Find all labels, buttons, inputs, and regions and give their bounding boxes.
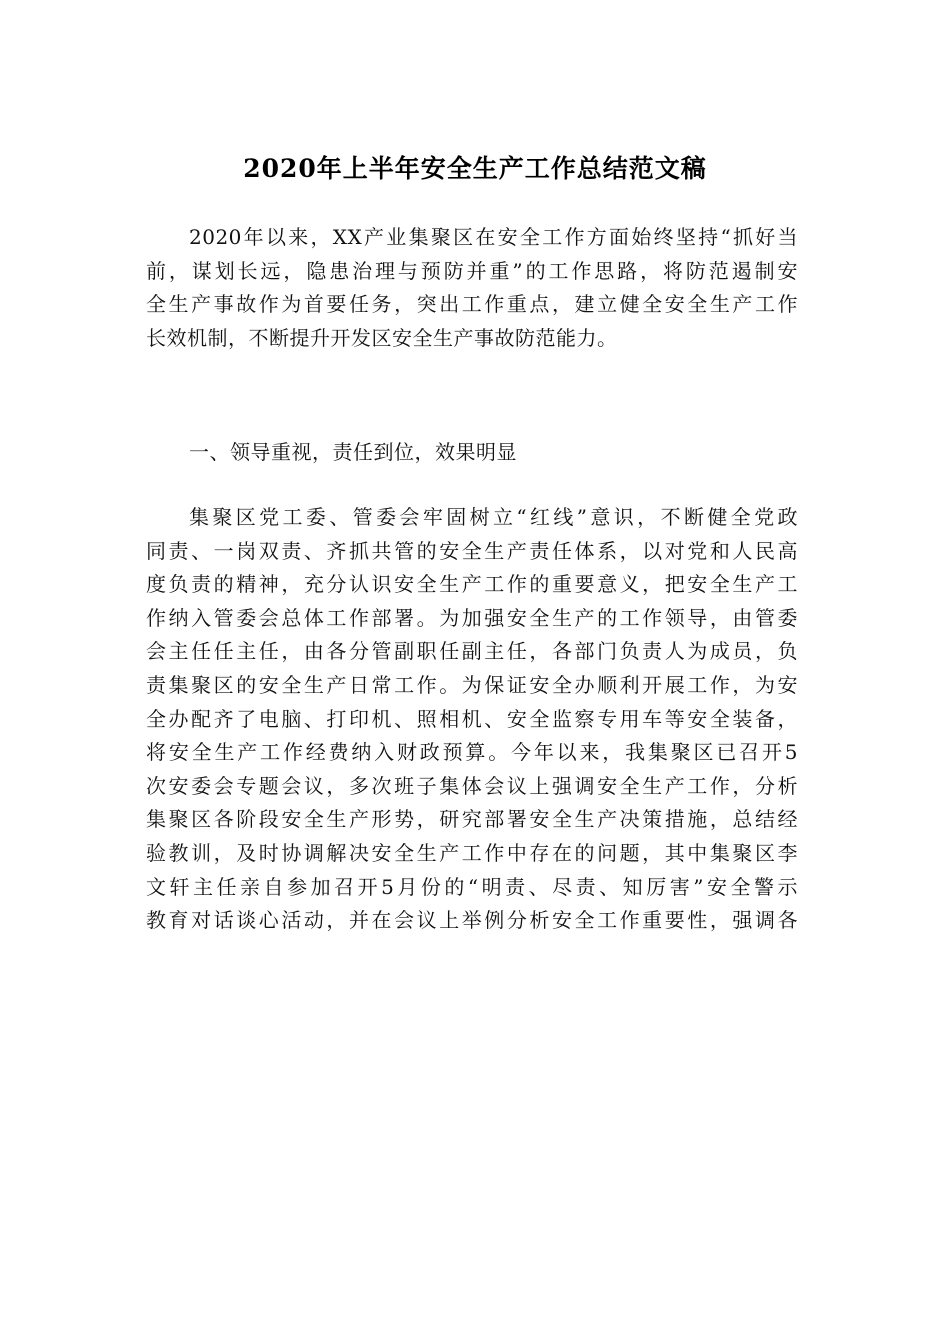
paragraph-line: 作纳入管委会总体工作部署。为加强安全生产的工作领导，由管委 — [146, 605, 798, 630]
section-paragraph — [146, 501, 798, 938]
document-title: 2020年上半年安全生产工作总结范文稿 — [243, 154, 707, 183]
paragraph-line: 验教训，及时协调解决安全生产工作中存在的问题，其中集聚区李 — [146, 840, 798, 865]
paragraph-line: 集聚区党工委、管委会牢固树立“红线”意识，不断健全党政 — [189, 505, 798, 529]
paragraph-line: 次安委会专题会议，多次班子集体会议上强调安全生产工作，分析 — [146, 773, 798, 798]
paragraph-line: 会主任任主任，由各分管副职任副主任，各部门负责人为成员，负 — [146, 639, 798, 664]
paragraph-line: 同责、一岗双责、齐抓共管的安全生产责任体系，以对党和人民高 — [146, 538, 798, 563]
paragraph-line: 文轩主任亲自参加召开5月份的“明责、尽责、知厉害”安全警示 — [146, 874, 798, 899]
paragraph-line: 长效机制，不断提升开发区安全生产事故防范能力。 — [146, 325, 618, 350]
section-heading-text: 一、领导重视，责任到位，效果明显 — [189, 440, 517, 464]
paragraph-line: 教育对话谈心活动，并在会议上举例分析安全工作重要性，强调各 — [146, 908, 798, 933]
paragraph-line: 集聚区各阶段安全生产形势，研究部署安全生产决策措施，总结经 — [146, 807, 798, 832]
paragraph-line: 将安全生产工作经费纳入财政预算。今年以来，我集聚区已召开5 — [146, 740, 798, 765]
paragraph-line: 责集聚区的安全生产日常工作。为保证安全办顺利开展工作，为安 — [146, 672, 798, 697]
paragraph-line: 度负责的精神，充分认识安全生产工作的重要意义，把安全生产工 — [146, 572, 798, 597]
paragraph-line: 全生产事故作为首要任务，突出工作重点，建立健全安全生产工作 — [146, 292, 798, 317]
paragraph-line: 全办配齐了电脑、打印机、照相机、安全监察专用车等安全装备， — [146, 706, 798, 731]
intro-paragraph — [146, 221, 798, 355]
paragraph-line: 2020年以来，XX产业集聚区在安全工作方面始终坚持“抓好当 — [189, 225, 798, 249]
section-heading — [146, 436, 798, 470]
paragraph-line: 前，谋划长远，隐患治理与预防并重”的工作思路，将防范遏制安 — [146, 258, 798, 283]
